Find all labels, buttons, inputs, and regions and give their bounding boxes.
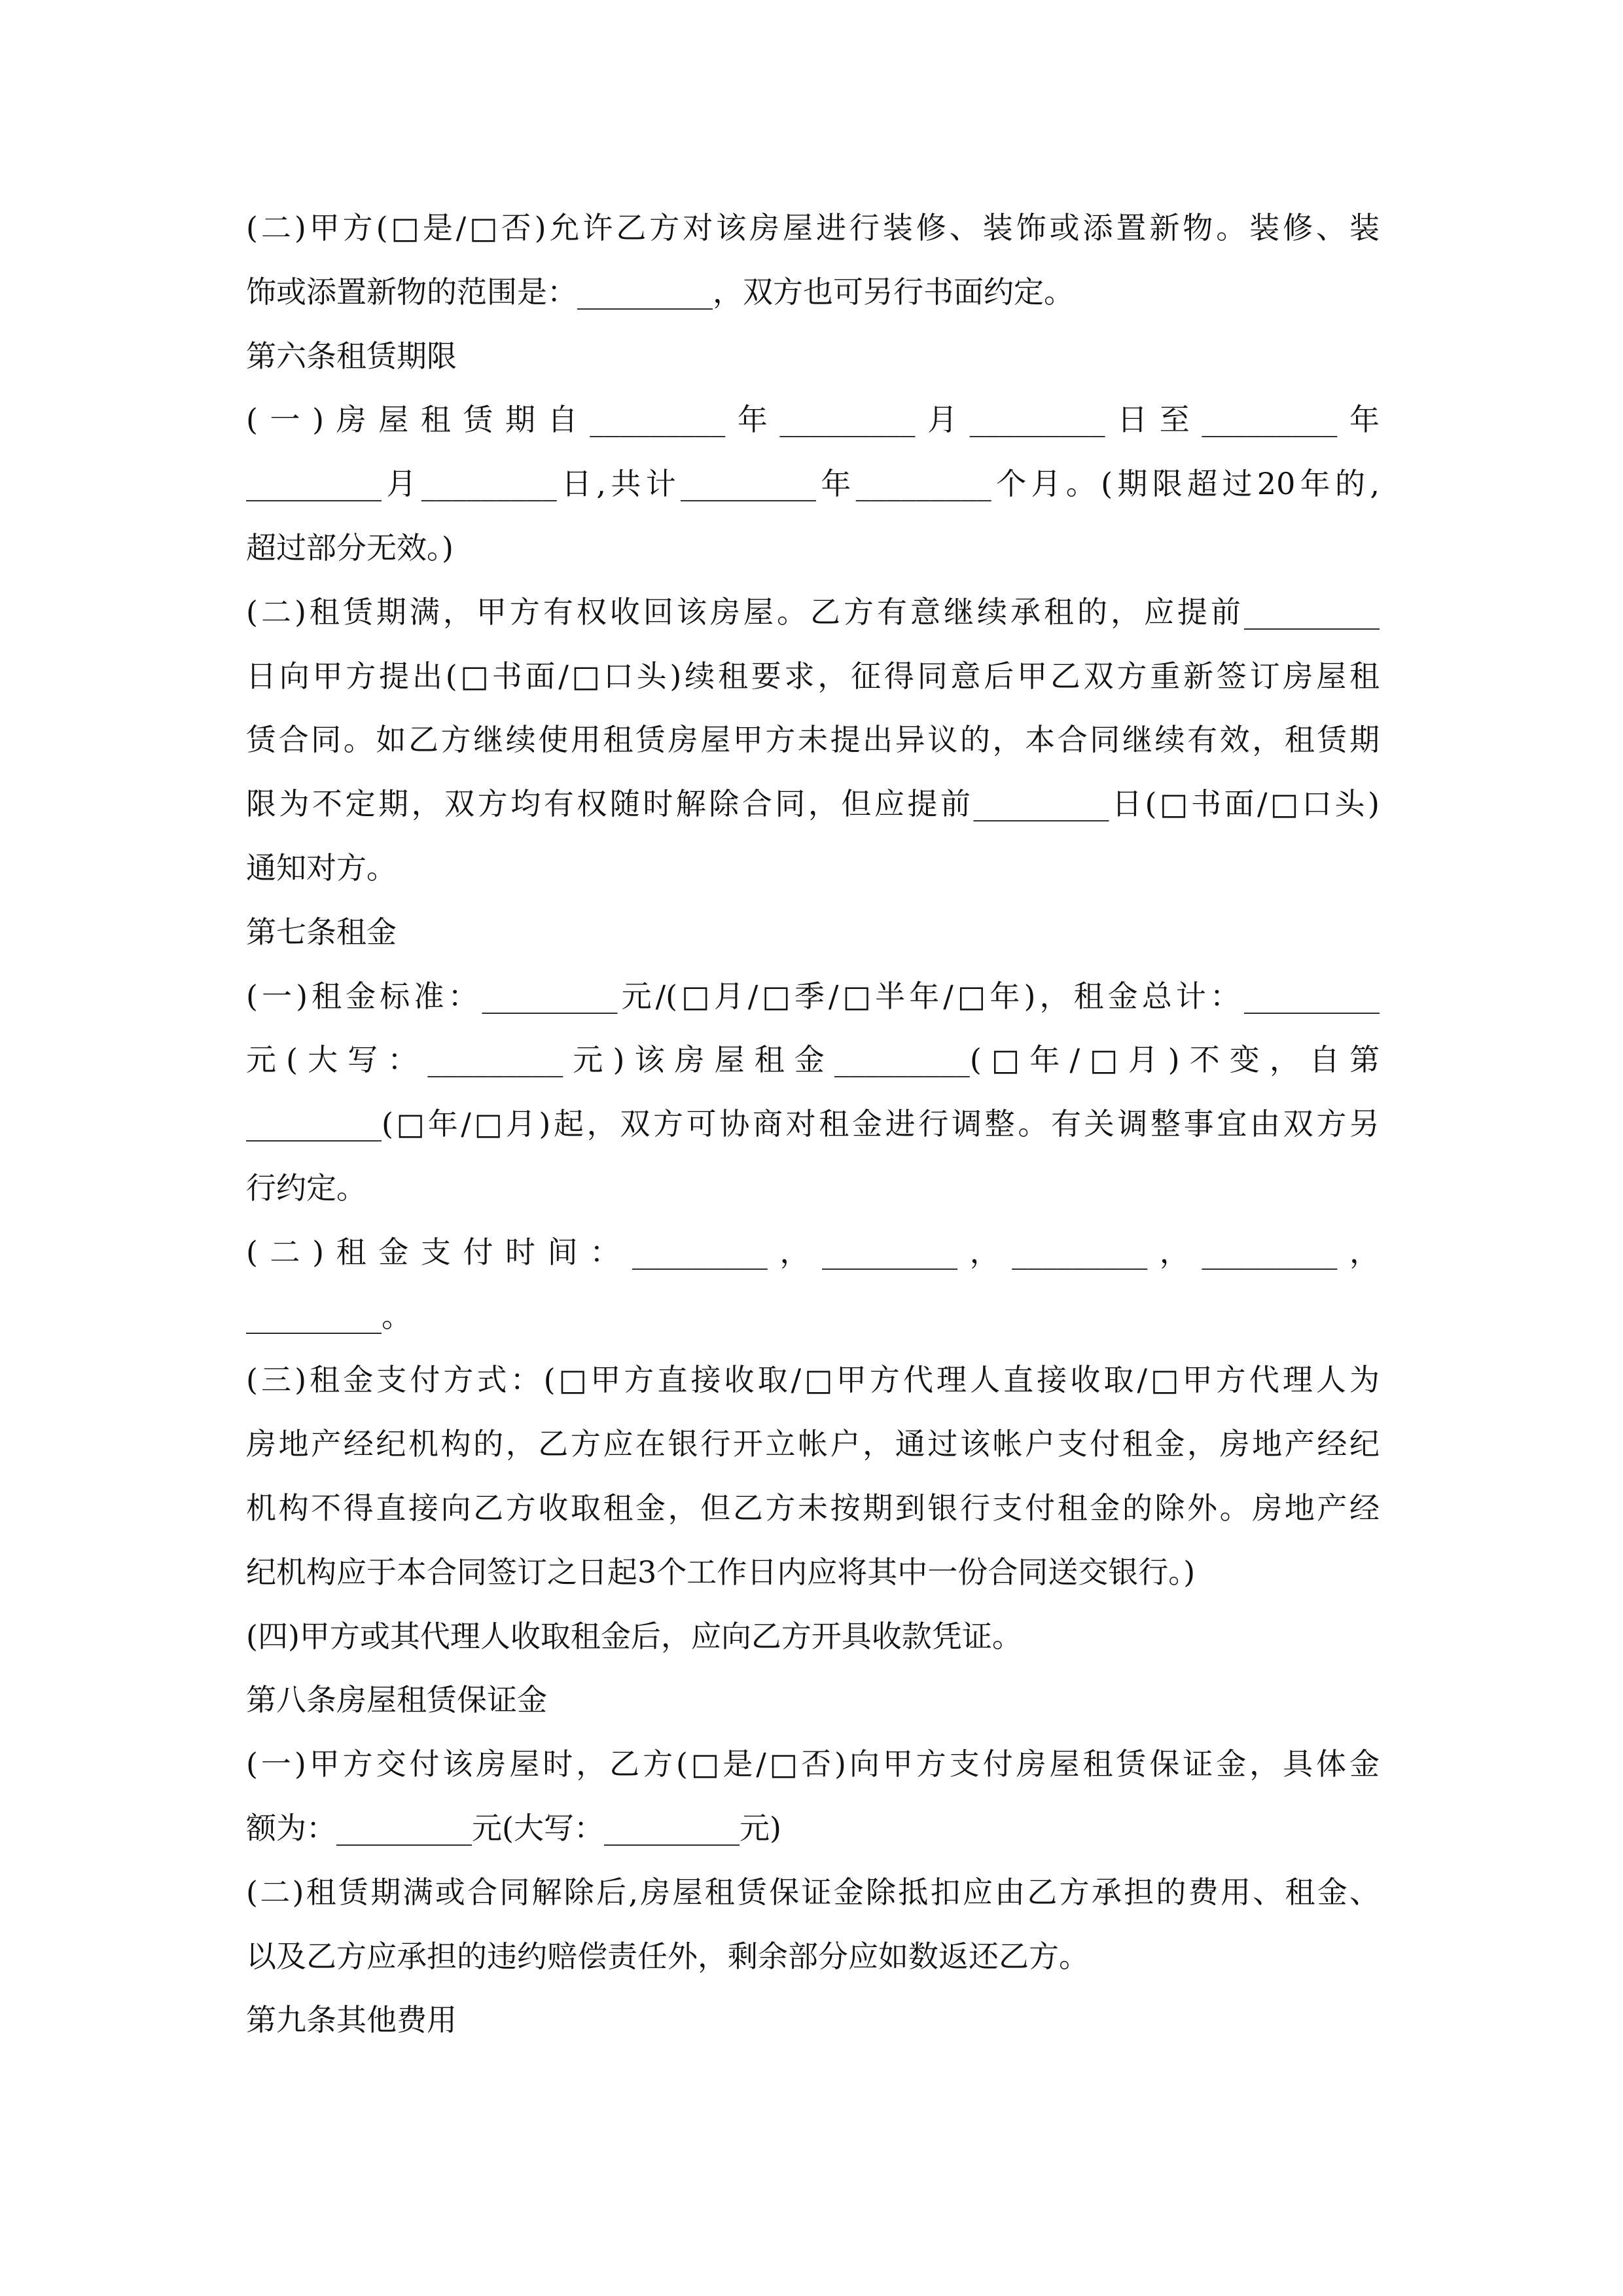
article-8-heading: 第八条房屋租赁保证金 — [246, 1682, 547, 1718]
clause-7-3-line-3: 机构不得直接向乙方收取租金，但乙方未按期到银行支付租金的除外。房地产经 — [246, 1490, 1380, 1526]
clause-7-2-line-2: _________。 — [246, 1298, 412, 1334]
contract-page-body — [246, 196, 1380, 2053]
clause-6-2-line-1: (二)租赁期满，甲方有权收回该房屋。乙方有意继续承租的，应提前_________ — [246, 594, 1380, 630]
clause-7-4-line-1: (四)甲方或其代理人收取租金后，应向乙方开具收款凭证。 — [246, 1618, 1022, 1654]
clause-7-3-line-1: (三)租金支付方式：(□甲方直接收取/□甲方代理人直接收取/□甲方代理人为 — [246, 1362, 1380, 1398]
clause-5-2-line-1: (二)甲方(□是/□否)允许乙方对该房屋进行装修、装饰或添置新物。装修、装 — [246, 210, 1380, 245]
clause-5-2-line-2: 饰或添置新物的范围是：_________，双方也可另行书面约定。 — [246, 274, 1074, 310]
clause-6-2-line-4: 限为不定期，双方均有权随时解除合同，但应提前_________日(□书面/□口头) — [246, 786, 1380, 822]
clause-6-1-line-1: (一)房屋租赁期自_________年_________月_________日至_________年 — [246, 402, 1380, 438]
article-9-heading: 第九条其他费用 — [246, 2002, 457, 2038]
clause-7-1-line-1: (一)租金标准：_________元/(□月/□季/□半年/□年)，租金总计：_________ — [246, 978, 1380, 1014]
clause-7-1-line-3: _________(□年/□月)起，双方可协商对租金进行调整。有关调整事宜由双方另 — [246, 1106, 1380, 1142]
clause-7-1-line-2: 元(大写：_________元)该房屋租金_________(□年/□月)不变，自第 — [246, 1042, 1380, 1078]
clause-7-3-line-4: 纪机构应于本合同签订之日起3个工作日内应将其中一份合同送交银行。) — [246, 1554, 1196, 1590]
clause-8-2-line-1: (二)租赁期满或合同解除后,房屋租赁保证金除抵扣应由乙方承担的费用、租金、 — [246, 1874, 1380, 1910]
clause-6-2-line-5: 通知对方。 — [246, 850, 397, 886]
clause-8-1-line-1: (一)甲方交付该房屋时，乙方(□是/□否)向甲方支付房屋租赁保证金，具体金 — [246, 1746, 1380, 1782]
clause-7-2-line-1: (二)租金支付时间：_________，_________，_________，_________， — [246, 1234, 1380, 1270]
clause-6-2-line-2: 日向甲方提出(□书面/□口头)续租要求，征得同意后甲乙双方重新签订房屋租 — [246, 658, 1380, 694]
clause-6-2-line-3: 赁合同。如乙方继续使用租赁房屋甲方未提出异议的，本合同继续有效，租赁期 — [246, 722, 1380, 758]
article-7-heading: 第七条租金 — [246, 914, 397, 950]
article-6-heading: 第六条租赁期限 — [246, 338, 457, 374]
clause-8-1-line-2: 额为：_________元(大写：_________元) — [246, 1810, 781, 1846]
clause-7-1-line-4: 行约定。 — [246, 1170, 366, 1206]
clause-7-3-line-2: 房地产经纪机构的，乙方应在银行开立帐户，通过该帐户支付租金，房地产经纪 — [246, 1426, 1380, 1462]
clause-8-2-line-2: 以及乙方应承担的违约赔偿责任外，剩余部分应如数返还乙方。 — [246, 1938, 1089, 1974]
clause-6-1-line-2: _________月_________日,共计_________年_________个月。(期限超过20年的, — [246, 466, 1380, 502]
clause-6-1-line-3: 超过部分无效。) — [246, 529, 454, 565]
